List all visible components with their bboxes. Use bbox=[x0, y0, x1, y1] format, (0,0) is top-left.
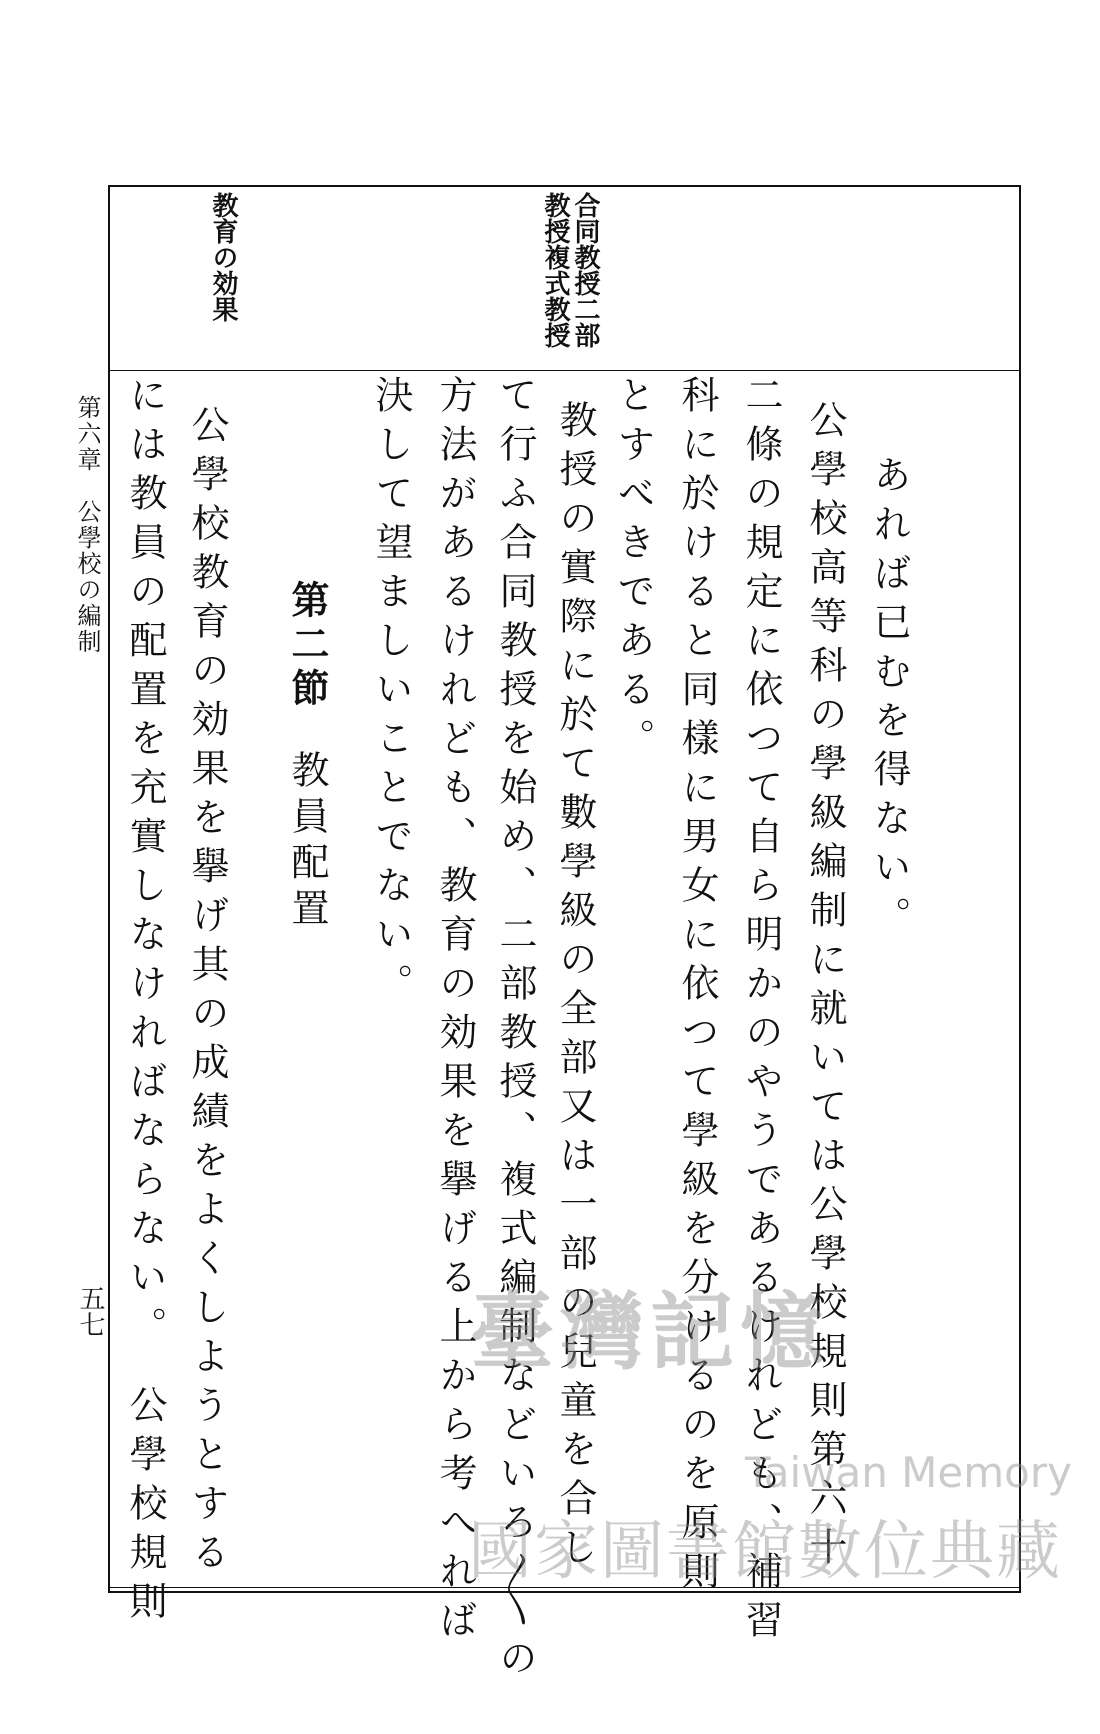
section-title: 教員配置 bbox=[285, 750, 329, 934]
text-column-3: 二條の規定に依つて自ら明かのやうであるけれども、補習 bbox=[739, 375, 783, 1649]
running-head: 第六章 公學校の編制 bbox=[73, 395, 101, 655]
text-column-9: 決して望ましいことでない。 bbox=[369, 375, 413, 1012]
headnote-divider bbox=[108, 370, 1021, 371]
text-column-11: には教員の配置を充實しなければならない。 公學校規則 bbox=[123, 375, 167, 1630]
text-column-6: 教授の實際に於て數學級の全部又は一部の兒童を合し bbox=[553, 400, 597, 1576]
text-column-8: 方法があるけれども、教育の効果を擧げる上から考へれば bbox=[433, 375, 477, 1649]
text-column-1: あれば已むを得ない。 bbox=[867, 455, 911, 945]
headnote-education-effect: 教育の効果 bbox=[208, 192, 238, 322]
text-column-7: て行ふ合同教授を始め、二部教授、複式編制などいろ〳〵の bbox=[493, 375, 537, 1687]
text-column-4: 科に於けると同樣に男女に依つて學級を分けるのを原則 bbox=[675, 375, 719, 1600]
text-column-10: 公學校教育の効果を擧げ其の成績をよくしようとする bbox=[185, 405, 229, 1581]
text-column-2: 公學校高等科の學級編制に就いては公學校規則第六十 bbox=[803, 400, 847, 1576]
section-heading: 第二節 bbox=[285, 580, 330, 712]
headnote-joint-teaching: 合同教授二部 教授複式教授 bbox=[540, 192, 600, 348]
watermark-english: Taiwan Memory bbox=[745, 1448, 1072, 1497]
watermark-library: 國家圖書館數位典藏 bbox=[468, 1515, 1062, 1589]
text-column-5: とすべきである。 bbox=[611, 375, 655, 767]
page-number: 五七 bbox=[75, 1285, 105, 1337]
watermark-taiwan-memory: 臺灣記憶 bbox=[470, 1283, 831, 1381]
